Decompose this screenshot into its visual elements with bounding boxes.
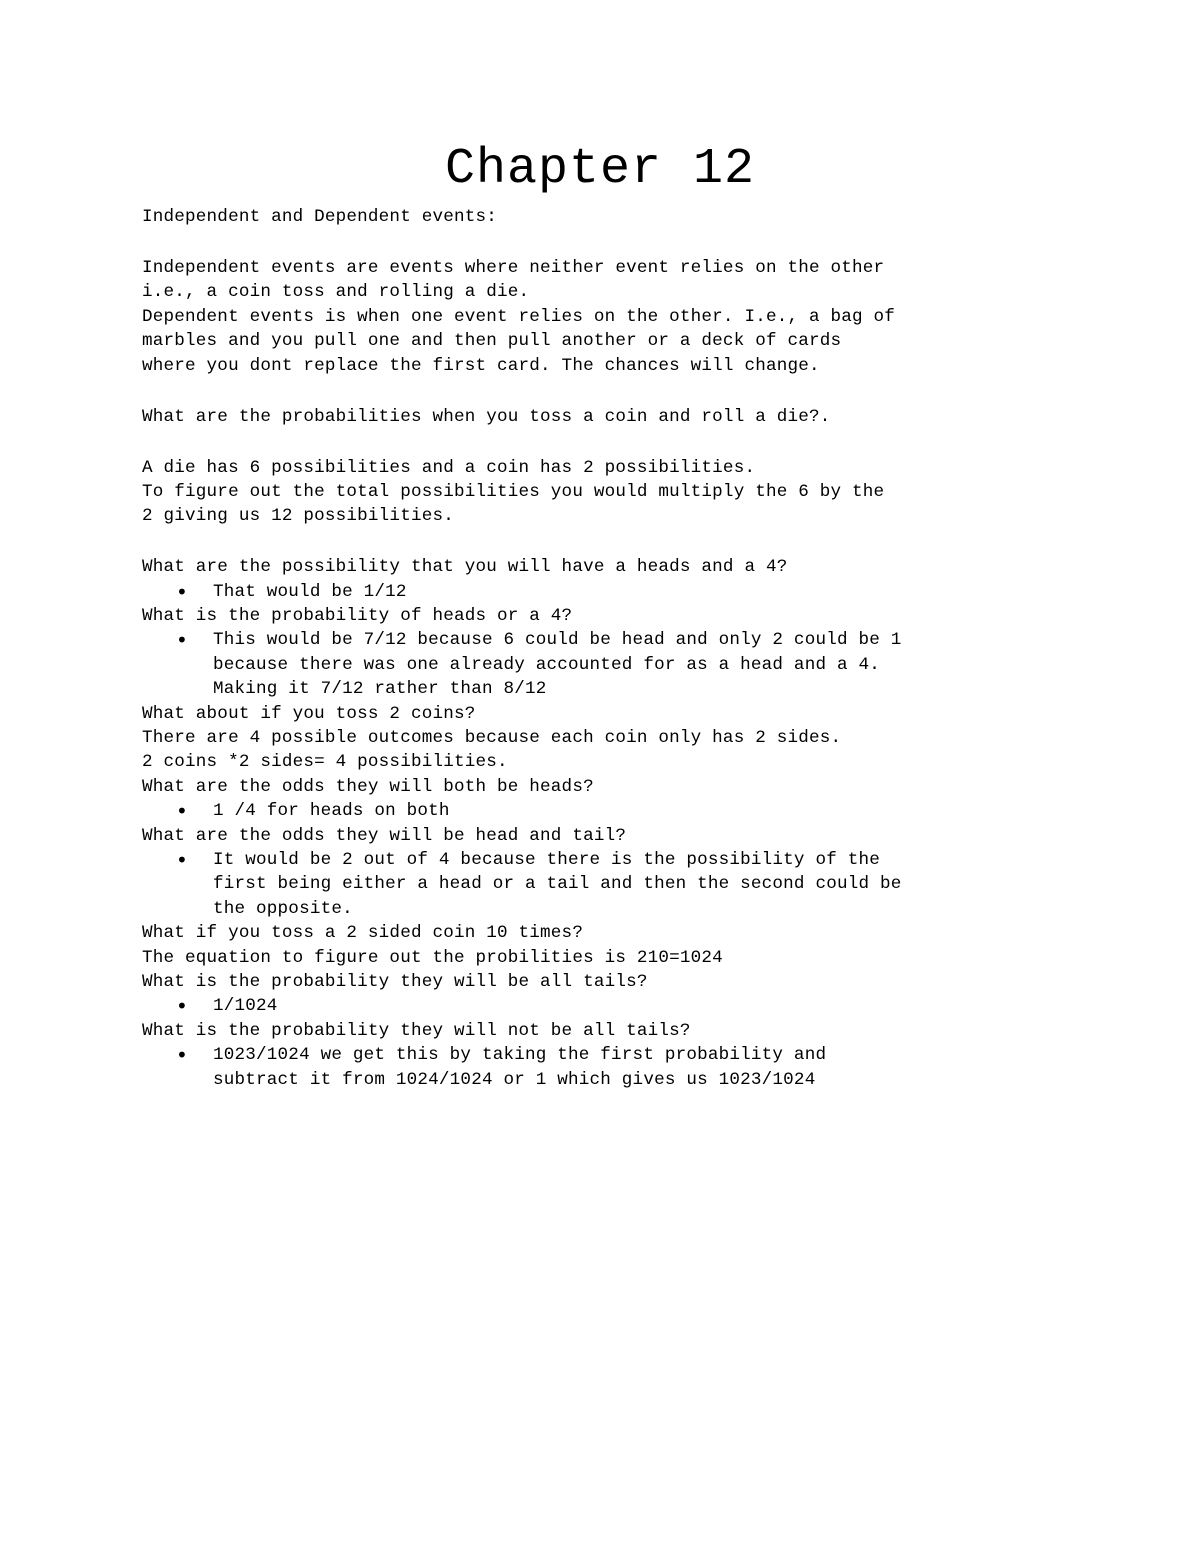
question-line: What is the probability they will not be all tails? [142, 1020, 691, 1041]
question-line: What if you toss a 2 sided coin 10 times? [142, 923, 584, 944]
definition-line: Independent events are events where neither event relies on the other [142, 257, 885, 278]
bullet-text: This would be 7/12 because 6 could be head and only 2 could be 1 because there was one already accounted for as a head and a 4. Making it 7/12 rather than 8/12 [213, 630, 902, 700]
bullet-text: 1023/1024 we get this by taking the first probability and subtract it from 1024/1024 or 1 which gives us 1023/1024 [213, 1045, 827, 1090]
bullet-list [142, 1043, 1062, 1092]
bullet-item [213, 799, 1053, 823]
bullet-item [213, 580, 1053, 604]
bullet-text: That would be 1/12 [213, 581, 407, 602]
answer-line: 2 coins *2 sides= 4 possibilities. [142, 752, 508, 773]
section-heading: Independent and Dependent events: [142, 207, 498, 227]
answer-line: To figure out the total possibilities you would multiply the 6 by the [142, 481, 885, 502]
bullet-list [142, 628, 1062, 701]
answer-line: A die has 6 possibilities and a coin has 2 possibilities. [142, 457, 756, 478]
bullet-item [213, 848, 1053, 921]
bullet-item [213, 628, 1053, 701]
bullet-item [213, 1043, 1053, 1092]
definition-line: Dependent events is when one event relies on the other. I.e., a bag of [142, 306, 896, 327]
document-body [142, 205, 1062, 1092]
answer-line: 2 giving us 12 possibilities. [142, 506, 454, 527]
question-line: What is the probability of heads or a 4? [142, 606, 573, 627]
definition-line: i.e., a coin toss and rolling a die. [142, 282, 530, 303]
definition-line: marbles and you pull one and then pull another or a deck of cards [142, 331, 842, 352]
question-line: What about if you toss 2 coins? [142, 703, 476, 724]
question-line: What are the probabilities when you toss a coin and roll a die?. [142, 406, 831, 427]
bullet-text: 1 /4 for heads on both [213, 801, 450, 822]
blank-line [142, 378, 1062, 405]
bullet-list [142, 994, 1062, 1018]
blank-line [142, 429, 1062, 456]
bullet-list [142, 848, 1062, 921]
question-line: What are the possibility that you will have a heads and a 4? [142, 557, 788, 578]
bullet-list [142, 799, 1062, 823]
answer-line: The equation to figure out the probilities is 210=1024 [142, 947, 723, 968]
question-line: What is the probability they will be all tails? [142, 972, 648, 993]
answer-line: There are 4 possible outcomes because each coin only has 2 sides. [142, 728, 842, 749]
definition-line: where you dont replace the first card. The chances will change. [142, 355, 820, 376]
blank-line [142, 529, 1062, 556]
bullet-text: 1/1024 [213, 996, 278, 1017]
question-line: What are the odds they will both be heads? [142, 776, 594, 797]
blank-line [142, 229, 1062, 256]
bullet-text: It would be 2 out of 4 because there is the possibility of the first being either a head or a tail and then the second could be the opposite. [213, 850, 902, 919]
bullet-list [142, 580, 1062, 604]
bullet-item [213, 994, 1053, 1018]
page-title: Chapter 12 [444, 141, 756, 198]
question-line: What are the odds they will be head and tail? [142, 825, 627, 846]
